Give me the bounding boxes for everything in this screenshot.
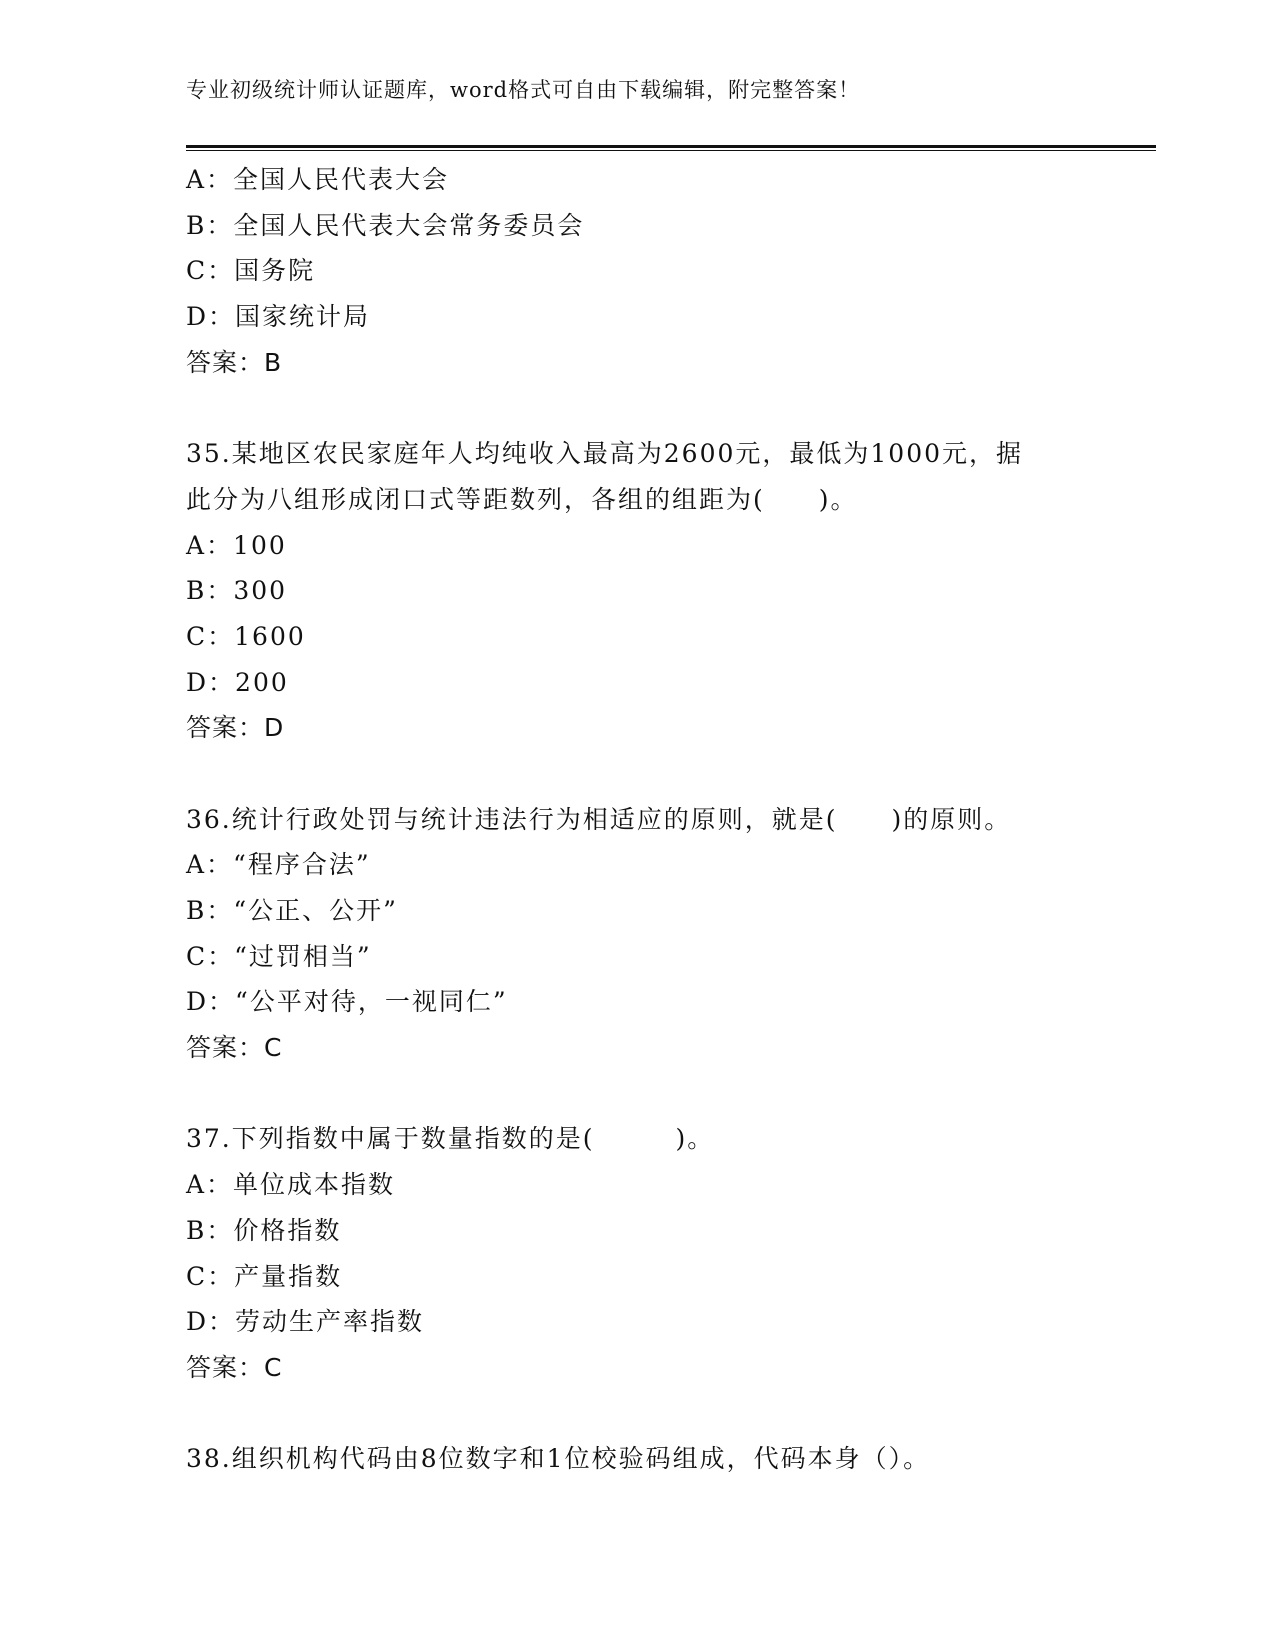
option-d: D：200: [186, 667, 289, 697]
option-a: A：“程序合法”: [186, 850, 371, 880]
header-rule-thin: [186, 150, 1156, 151]
spacer: [186, 385, 1156, 431]
question-text: 35.某地区农民家庭年人均纯收入最高为2600元，最低为1000元，据: [186, 439, 1024, 469]
option-a: A：100: [186, 530, 287, 560]
header-rule-thick: [186, 145, 1156, 148]
spacer: [186, 1071, 1156, 1117]
option-d: D：“公平对待，一视同仁”: [186, 987, 508, 1017]
answer-line: 答案：B: [186, 347, 283, 377]
option-c: C：1600: [186, 621, 306, 651]
answer-line: 答案：C: [186, 1033, 283, 1063]
option-b: B：300: [186, 576, 288, 606]
option-c: C：国务院: [186, 256, 316, 286]
document-page: [186, 0, 1156, 1650]
question-block: [186, 431, 1156, 751]
option-d: D：国家统计局: [186, 302, 371, 332]
question-text: 38.组织机构代码由8位数字和1位校验码组成，代码本身（）。: [186, 1444, 931, 1474]
option-b: B：“公正、公开”: [186, 896, 398, 925]
option-c: C：“过罚相当”: [186, 941, 372, 971]
spacer: [186, 1391, 1156, 1437]
option-c: C：产量指数: [186, 1261, 343, 1291]
option-a: A：单位成本指数: [186, 1170, 396, 1200]
question-text: 37.下列指数中属于数量指数的是( )。: [186, 1124, 715, 1154]
spacer: [186, 751, 1156, 797]
question-block: [186, 1436, 1156, 1482]
question-text: 36.统计行政处罚与统计违法行为相适应的原则，就是( )的原则。: [186, 804, 1012, 834]
question-block: [186, 797, 1156, 1071]
question-list: [186, 157, 1156, 1482]
option-b: B：全国人民代表大会常务委员会: [186, 210, 585, 240]
answer-line: 答案：C: [186, 1352, 283, 1382]
answer-line: 答案：D: [186, 713, 285, 743]
question-block: [186, 1116, 1156, 1390]
option-b: B：价格指数: [186, 1215, 342, 1245]
option-d: D：劳动生产率指数: [186, 1307, 425, 1337]
question-block: [186, 157, 1156, 385]
option-a: A：全国人民代表大会: [186, 165, 450, 194]
question-text: 此分为八组形成闭口式等距数列，各组的组距为( )。: [186, 484, 858, 514]
page-header: 专业初级统计师认证题库，word格式可自由下载编辑，附完整答案！: [186, 78, 861, 102]
